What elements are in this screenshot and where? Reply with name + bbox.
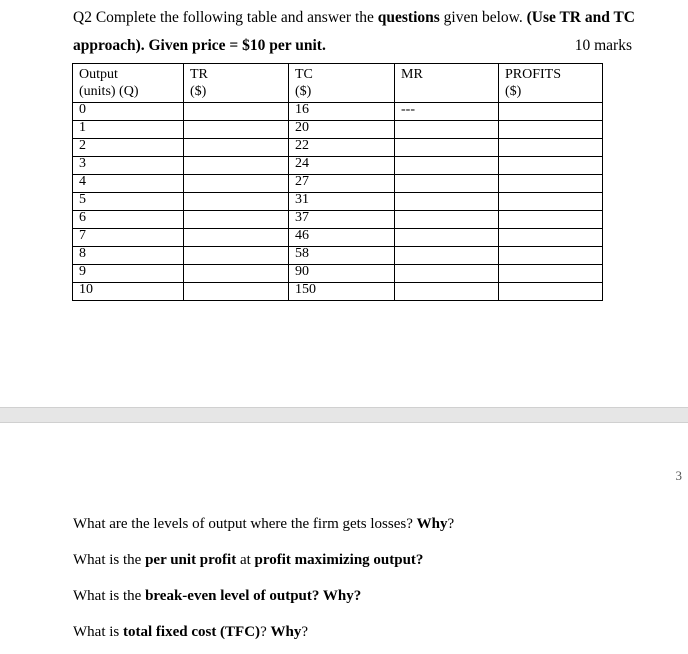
cell-tr: [184, 157, 289, 175]
question-title-line-2: [73, 37, 326, 55]
header-tr: [184, 64, 289, 103]
header-profits-line2: ($): [505, 84, 522, 99]
title-prefix: Q2 Complete the following table and answer the: [73, 9, 378, 26]
cell-mr: [395, 139, 499, 157]
table-row: [73, 283, 603, 301]
cell-profits: [499, 157, 603, 175]
table-row: [73, 103, 603, 121]
cell-output: 7: [73, 229, 184, 247]
cell-output: 4: [73, 175, 184, 193]
header-tr-line2: ($): [190, 84, 207, 99]
title-middle: given below.: [439, 9, 527, 26]
cell-output: 0: [73, 103, 184, 121]
cell-profits: [499, 265, 603, 283]
cell-profits: [499, 211, 603, 229]
table-row: [73, 121, 603, 139]
header-tc-line2: ($): [295, 84, 312, 99]
question-text-part: total fixed cost (TFC): [123, 624, 261, 640]
cell-tc: 90: [289, 265, 395, 283]
cell-profits: [499, 175, 603, 193]
question-text-part: break-even level of output? Why?: [145, 588, 362, 604]
cell-tc: 22: [289, 139, 395, 157]
cell-tr: [184, 247, 289, 265]
cell-tr: [184, 265, 289, 283]
cell-tc: 46: [289, 229, 395, 247]
cell-tc: 16: [289, 103, 395, 121]
cell-tc: 58: [289, 247, 395, 265]
cell-mr: [395, 247, 499, 265]
header-mr: [395, 64, 499, 103]
question-text-part: ?: [260, 624, 271, 640]
cell-tr: [184, 175, 289, 193]
question-losses: [73, 516, 454, 533]
question-text-part: What are the levels of output where the firm gets losses?: [73, 516, 417, 532]
cell-profits: [499, 193, 603, 211]
cell-tr: [184, 229, 289, 247]
cell-tr: [184, 121, 289, 139]
page-break: [0, 407, 688, 423]
cell-profits: [499, 121, 603, 139]
cell-mr: [395, 229, 499, 247]
cell-tc: 24: [289, 157, 395, 175]
table-row: [73, 139, 603, 157]
question-text-part: What is the: [73, 588, 146, 604]
title-bold-questions: questions: [377, 9, 440, 26]
table-row: [73, 229, 603, 247]
table-row: [73, 247, 603, 265]
marks-label: 10 marks: [574, 37, 632, 54]
title-given-price: approach). Given price = $10 per unit.: [73, 37, 326, 54]
header-profits: [499, 64, 603, 103]
question-per-unit-profit: [73, 552, 423, 569]
header-mr-line1: MR: [401, 67, 423, 82]
cell-profits: [499, 283, 603, 301]
cell-output: 1: [73, 121, 184, 139]
question-total-fixed-cost: [73, 624, 308, 641]
question-text-part: profit maximizing output?: [254, 552, 424, 568]
question-text-part: ?: [447, 516, 455, 532]
question-text-part: ?: [301, 624, 308, 640]
cell-tr: [184, 103, 289, 121]
cell-output: 6: [73, 211, 184, 229]
table-row: [73, 265, 603, 283]
header-output-line1: Output: [79, 67, 118, 82]
cell-output: 10: [73, 283, 184, 301]
cell-profits: [499, 229, 603, 247]
cell-output: 8: [73, 247, 184, 265]
question-text-part: per unit profit: [145, 552, 237, 568]
cell-profits: [499, 139, 603, 157]
cell-output: 2: [73, 139, 184, 157]
question-text-part: What is: [73, 624, 123, 640]
cell-mr: [395, 121, 499, 139]
question-title-line-1: [73, 9, 635, 27]
cell-output: 9: [73, 265, 184, 283]
cell-tc: 37: [289, 211, 395, 229]
table-row: [73, 157, 603, 175]
question-text-part: at: [236, 552, 255, 568]
cost-table: [72, 63, 603, 301]
header-tc: [289, 64, 395, 103]
page-number: 3: [675, 468, 682, 483]
cell-tc: 27: [289, 175, 395, 193]
cell-mr: [395, 175, 499, 193]
cell-tr: [184, 211, 289, 229]
cell-output: 3: [73, 157, 184, 175]
cell-tc: 150: [289, 283, 395, 301]
cell-mr: [395, 193, 499, 211]
cell-profits: [499, 103, 603, 121]
cell-mr: [395, 265, 499, 283]
question-text-part: Why: [416, 516, 448, 532]
cell-tr: [184, 193, 289, 211]
table-header-row: [73, 64, 603, 103]
header-profits-line1: PROFITS: [505, 67, 562, 82]
cell-tc: 31: [289, 193, 395, 211]
cell-tr: [184, 139, 289, 157]
header-tc-line1: TC: [295, 67, 313, 82]
cell-mr: [395, 283, 499, 301]
question-text-part: Why: [270, 624, 302, 640]
cell-mr: [395, 211, 499, 229]
cell-mr: [395, 157, 499, 175]
header-output: [73, 64, 184, 103]
table-row: [73, 193, 603, 211]
table-row: [73, 175, 603, 193]
cell-tr: [184, 283, 289, 301]
title-bold-approach: (Use TR and TC: [526, 9, 635, 26]
cell-profits: [499, 247, 603, 265]
cell-mr: ---: [395, 103, 499, 121]
header-tr-line1: TR: [190, 67, 208, 82]
cell-output: 5: [73, 193, 184, 211]
question-text-part: What is the: [73, 552, 146, 568]
table-body: [73, 103, 603, 301]
header-output-line2: (units) (Q): [79, 84, 139, 99]
cell-tc: 20: [289, 121, 395, 139]
table-row: [73, 211, 603, 229]
question-break-even: [73, 588, 361, 605]
